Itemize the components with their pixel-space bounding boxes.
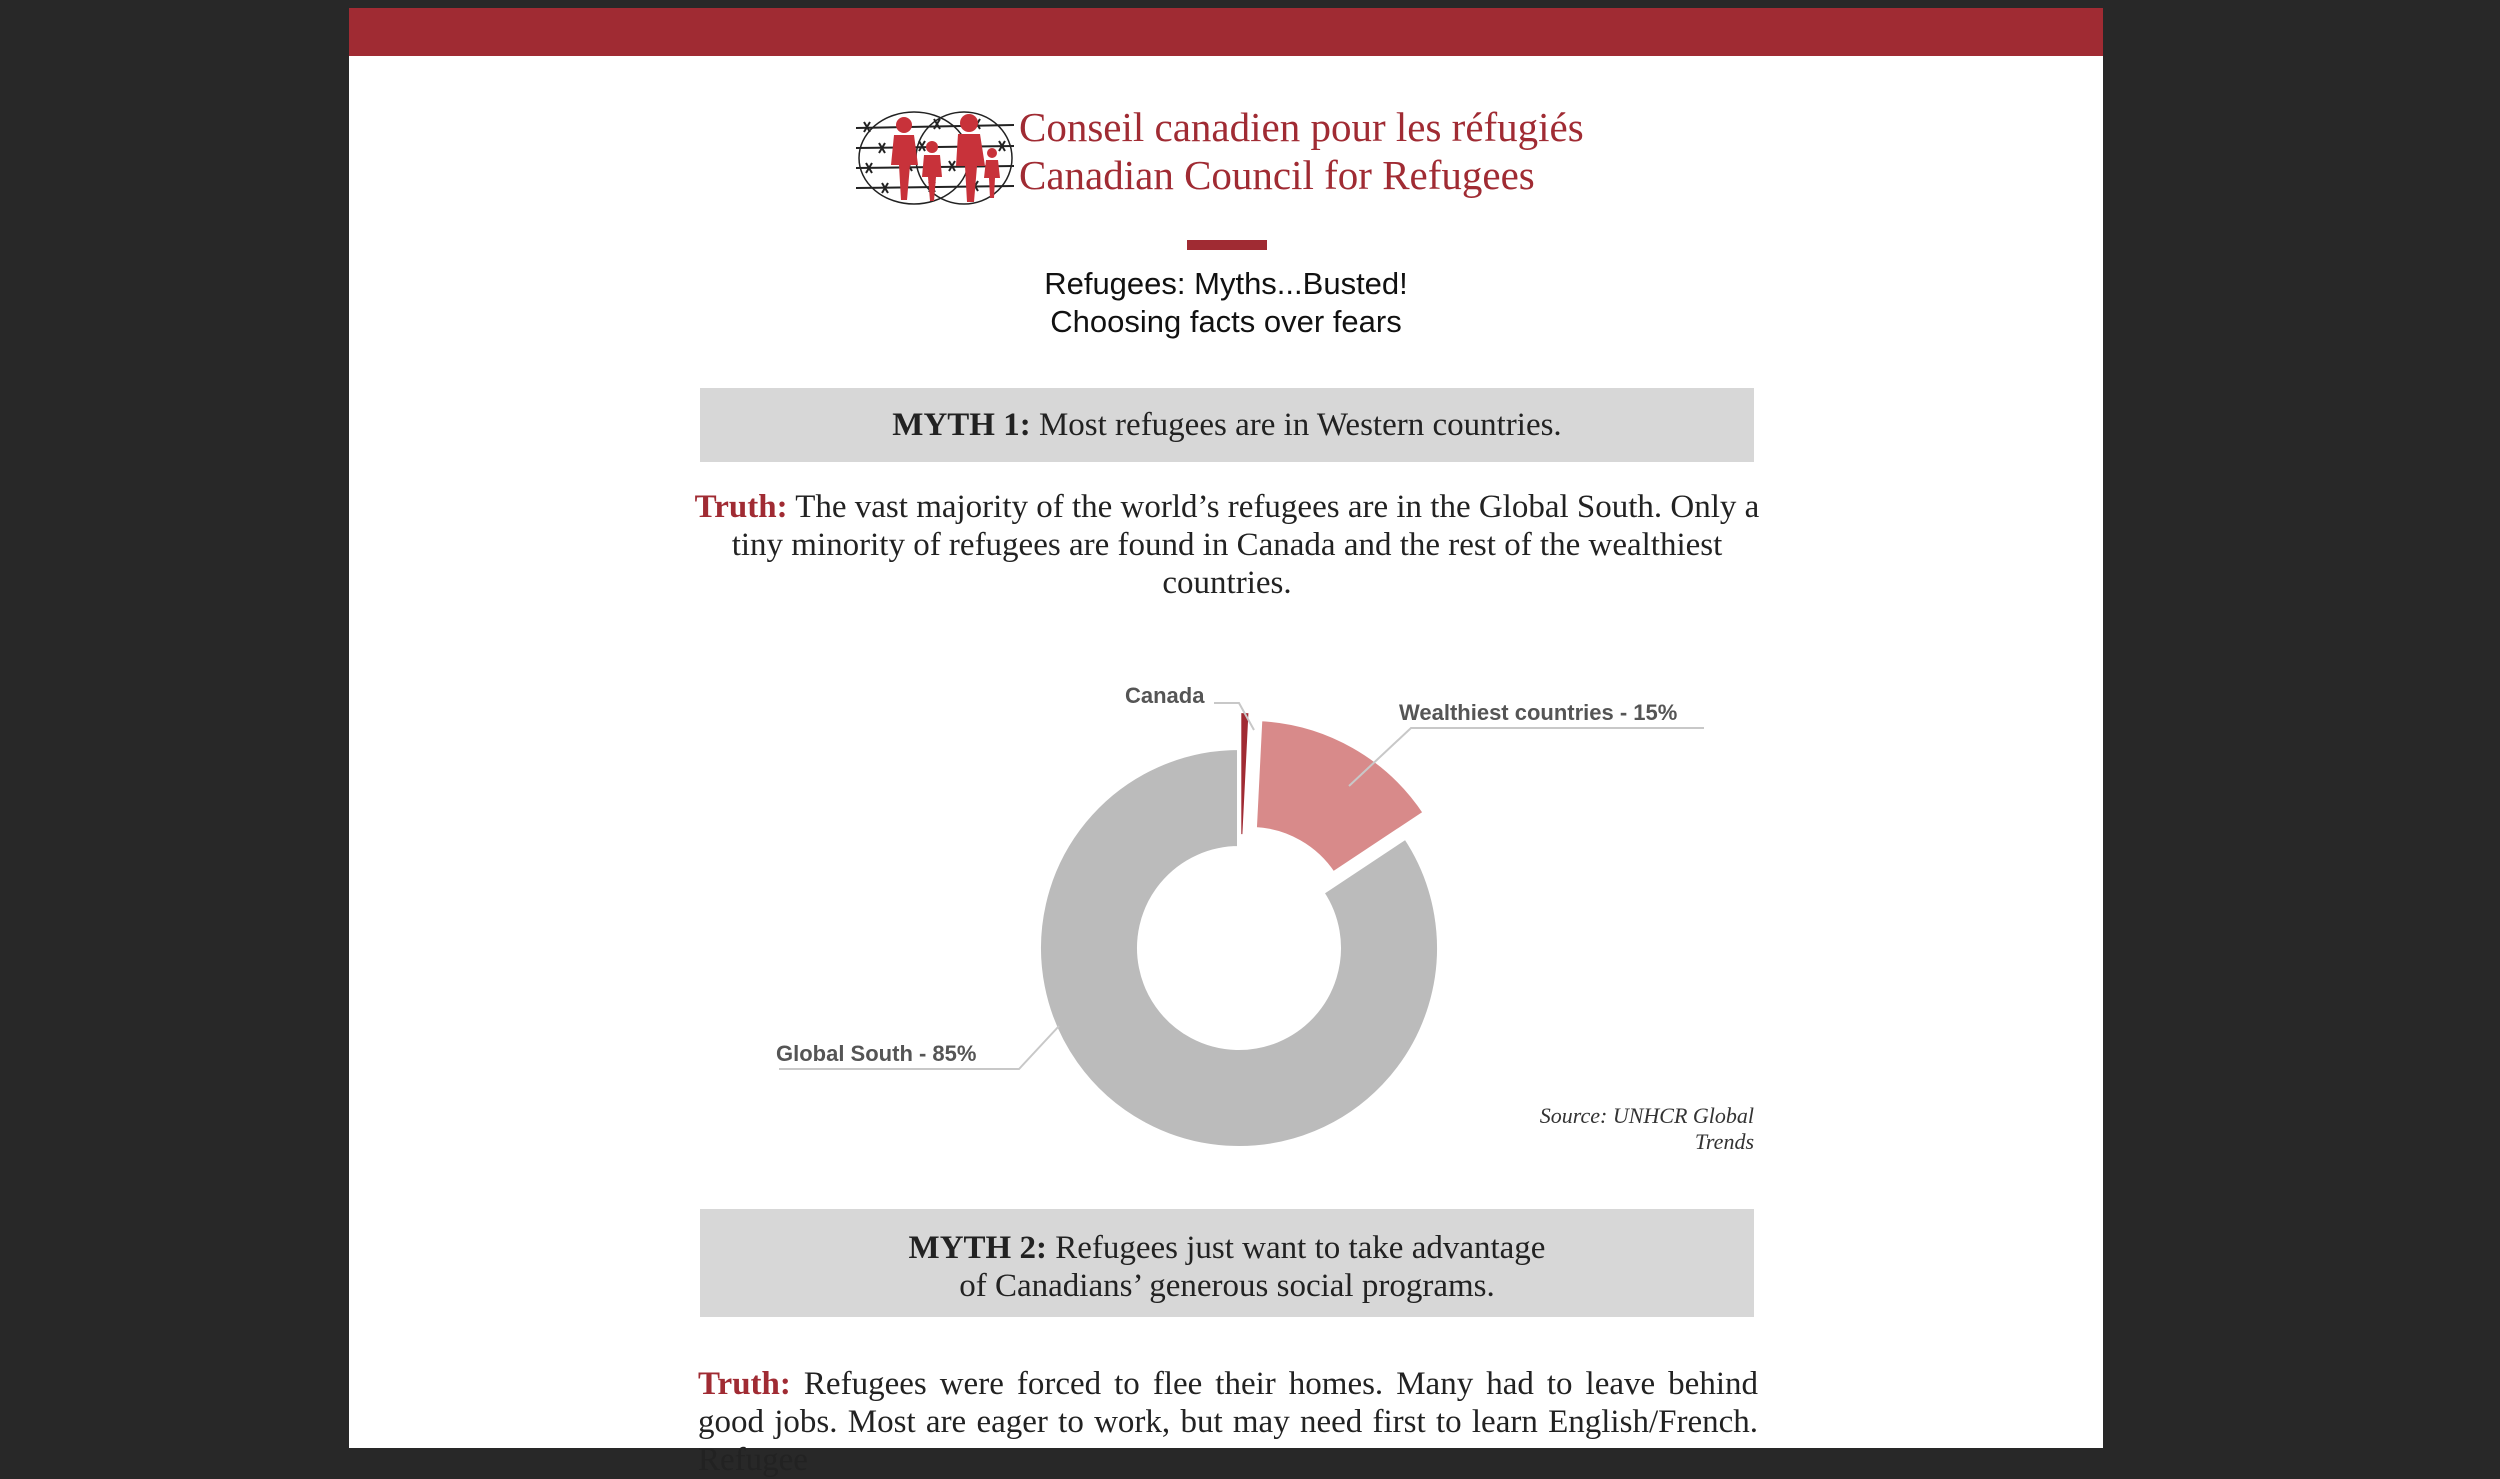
myth-2-text-line1: Refugees just want to take advantage (1055, 1230, 1546, 1266)
chart-source: Source: UNHCR Global Trends (1539, 1103, 1754, 1154)
truth-2-paragraph (698, 1365, 1758, 1479)
slice-label-wealthiest: Wealthiest countries - 15% (1399, 700, 1678, 725)
myth-2-label: MYTH 2: (908, 1230, 1047, 1266)
top-accent-bar (349, 8, 2103, 56)
truth-2-text: Refugees were forced to flee their homes. Many had to leave behind good jobs. Most are eager to work, but may need first to learn English/French. Refugee (698, 1366, 1758, 1478)
slice-label-global-south: Global South - 85% (776, 1041, 977, 1066)
myth-2-text-line2: of Canadians’ generous social programs. (959, 1268, 1495, 1304)
leader-line-wealthiest (1349, 728, 1704, 786)
logo-text-french: Conseil canadien pour les réfugiés (1019, 104, 1584, 150)
logo-text-english: Canadian Council for Refugees (1019, 152, 1535, 198)
myth-2-box (700, 1209, 1754, 1317)
title-divider (1187, 240, 1267, 250)
myth-1-label: MYTH 1: (892, 407, 1031, 443)
refugee-distribution-donut-chart (349, 648, 2103, 1168)
truth-2-label: Truth: (698, 1366, 791, 1402)
slice-label-canada: Canada (1125, 683, 1205, 708)
document-page (349, 8, 2103, 1478)
truth-1-paragraph (694, 488, 1760, 602)
truth-1-label: Truth: (694, 489, 788, 525)
refugee-family-logo-icon (854, 103, 1019, 208)
myth-1-box (700, 388, 1754, 462)
truth-1-text: The vast majority of the world’s refugees are in the Global South. Only a tiny minority of refugees are found in Canada and the rest of the wealthiest countries. (731, 489, 1760, 601)
document-title: Refugees: Myths...Busted! (1044, 266, 1408, 301)
ccr-logo (854, 103, 1584, 213)
myth-1-text: Most refugees are in Western countries. (1038, 407, 1562, 443)
document-subtitle: Choosing facts over fears (1050, 304, 1402, 339)
